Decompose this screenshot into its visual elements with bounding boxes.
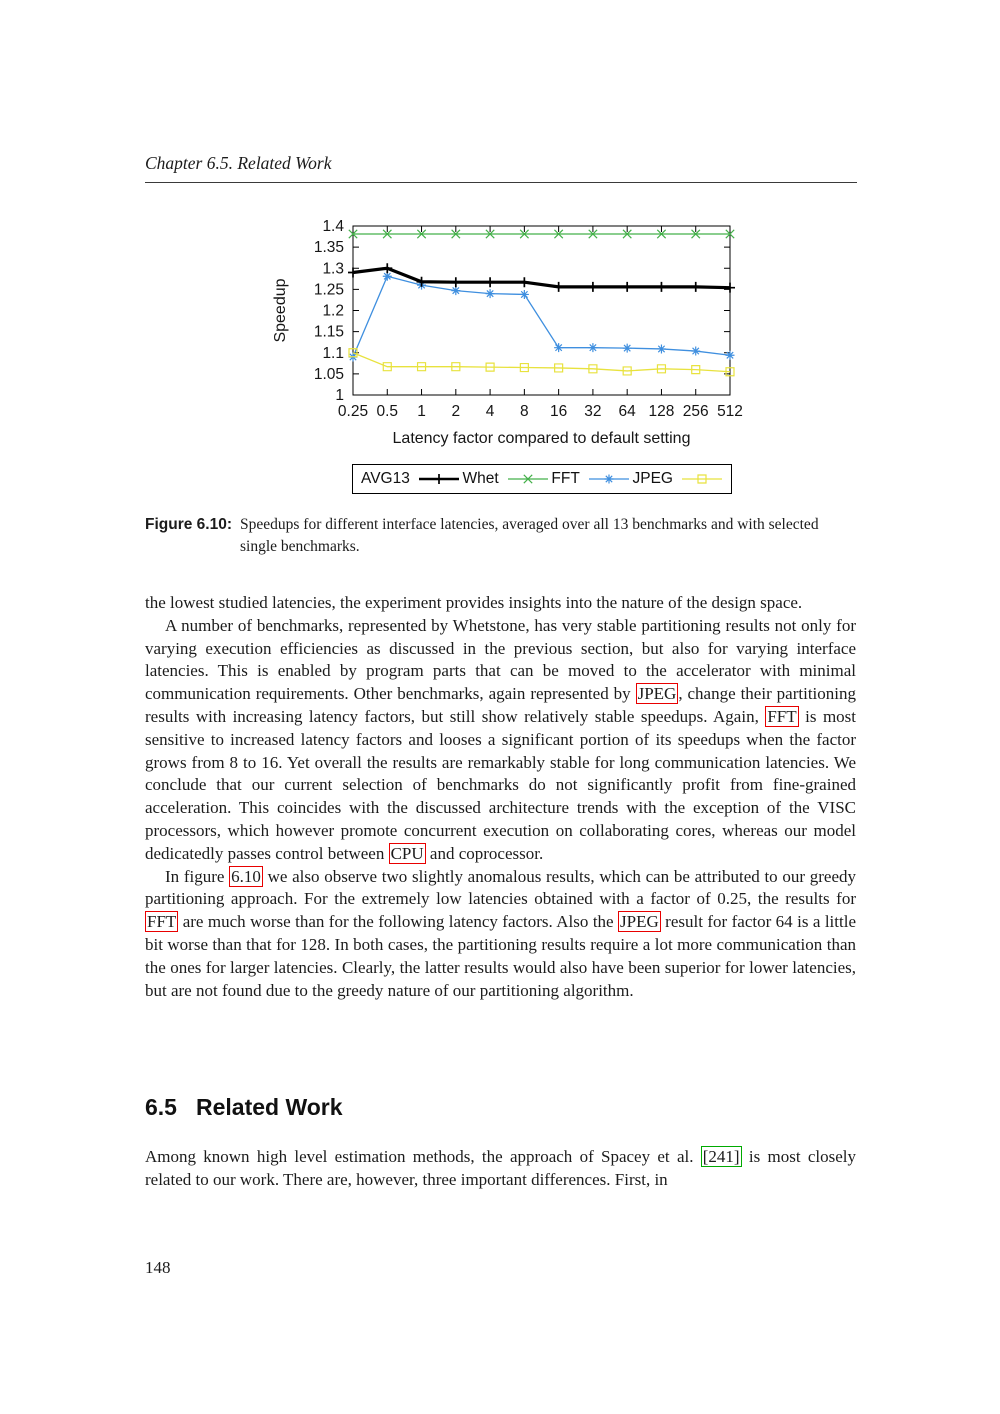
legend-label-whet: Whet	[462, 470, 499, 487]
figure-caption-text: Speedups for different interface latencies, averaged over all 13 benchmarks and with selected single benchmarks.	[240, 516, 819, 555]
x-tick-label: 0.25	[337, 403, 369, 420]
link-fft[interactable]: FFT	[767, 706, 797, 726]
text-run: are much worse than for the following latency factors. Also the	[178, 912, 619, 932]
text-run: A number of benchmarks, represented by Whetstone, has very stable partitioning results not only for varying execution efficiencies as discussed in the previous section, but also for varying interface latencies. This is enabled by program parts that can be moved to the accelerator with minimal communication requirements. Other benchmarks, again represented by	[145, 615, 856, 704]
y-axis	[314, 218, 730, 404]
text-run: the lowest studied latencies, the experiment provides insights into the nature of the design space.	[145, 593, 803, 612]
speedup-line-chart	[255, 212, 755, 454]
legend-label-fft: FFT	[551, 470, 580, 487]
legend-label-jpeg: JPEG	[632, 470, 673, 487]
figure-6-10	[255, 212, 755, 504]
series-jpeg-markers	[349, 349, 734, 376]
page-number: 148	[145, 1258, 171, 1277]
link-fft[interactable]: FFT	[147, 912, 177, 932]
section-title: Related Work	[195, 1094, 343, 1120]
text-run: we also observe two slightly anomalous results, which can be attributed to our greedy partitioning approach. For the extremely low latencies obtained with a factor of 0.25, the results for	[145, 866, 856, 909]
y-tick-label: 1.3	[322, 260, 344, 278]
link-6.10[interactable]: 6.10	[231, 866, 261, 886]
x-tick-label: 256	[682, 403, 709, 420]
body-paragraph-2	[145, 615, 856, 866]
x-tick-label: 4	[485, 403, 495, 420]
text-run: and coprocessor.	[425, 843, 544, 863]
legend-sample-whet	[507, 471, 549, 487]
series-avg13	[348, 263, 735, 292]
text-run: , change their partitioning results with increasing latency factors, but still show relatively stable speedups. Again,	[145, 684, 856, 726]
x-tick-label: 16	[550, 403, 568, 420]
x-axis-title: Latency factor compared to default setting	[392, 430, 691, 447]
legend-sample-avg13	[418, 471, 460, 487]
x-tick-label: 512	[717, 403, 743, 420]
legend-entry-fft	[551, 470, 629, 488]
y-axis-title: Speedup	[272, 278, 289, 343]
link-jpeg[interactable]: JPEG	[637, 684, 677, 704]
text-run: is most closely related to our work. There are, however, three important differences. First, in	[145, 1147, 856, 1189]
section-heading	[145, 1094, 343, 1121]
series-whet	[349, 230, 734, 238]
y-tick-label: 1	[335, 387, 344, 404]
x-tick-label: 0.5	[376, 403, 399, 420]
legend-sample-jpeg	[681, 471, 723, 487]
y-tick-label: 1.25	[313, 281, 344, 299]
related-work-text	[145, 1146, 856, 1192]
link-241[interactable]: [241]	[702, 1147, 740, 1166]
legend-label-avg13: AVG13	[361, 470, 410, 487]
body-text	[145, 592, 856, 1002]
y-tick-label: 1.4	[322, 218, 344, 235]
text-run: Among known high level estimation methods, the approach of Spacey et al.	[145, 1147, 701, 1166]
text-run: is most sensitive to increased latency factors and looses a significant portion of its speedups when the factor grows from 8 to 16. Yet overall the results are remarkably stable for long communication latencies. We conclude that our current selection of benchmarks do not significantly profit from fine-grained acceleration. This coincides with the discussed architecture trends with the exception of the VISC processors, which however promote concurrent execution on collaborating cores, whereas our model dedicatedly passes control between	[145, 706, 857, 863]
body-paragraph-3	[145, 866, 856, 1003]
related-paragraph-1	[145, 1146, 856, 1192]
series-avg13-line	[353, 268, 730, 287]
series-jpeg-line	[353, 353, 730, 372]
legend-entry-avg13	[361, 470, 460, 488]
section-number: 6.5	[145, 1094, 177, 1120]
x-tick-label: 1	[417, 403, 426, 420]
link-cpu[interactable]: CPU	[390, 843, 424, 863]
body-paragraph-1	[145, 592, 856, 615]
link-jpeg[interactable]: JPEG	[620, 912, 659, 932]
x-tick-label: 128	[648, 403, 675, 420]
series-jpeg	[349, 349, 734, 376]
y-tick-label: 1.2	[322, 302, 344, 320]
chart-legend	[352, 464, 732, 494]
running-header	[145, 153, 857, 183]
text-run: result for factor 64 is a little bit worse than that for 128. In both cases, the partitioning results require a lot more communication than the ones for larger latencies. Clearly, the latter results would also have been superior for lower latencies, but are not found due to the greedy nature of our partitioning algorithm.	[145, 912, 856, 1000]
x-axis	[338, 226, 743, 420]
y-tick-label: 1.35	[313, 239, 344, 257]
figure-caption	[145, 514, 859, 558]
y-tick-label: 1.1	[322, 344, 344, 362]
x-tick-label: 8	[520, 403, 529, 420]
y-tick-label: 1.15	[313, 323, 344, 341]
legend-sample-fft	[588, 471, 630, 487]
text-run: In figure	[165, 866, 230, 886]
figure-caption-label: Figure 6.10:	[145, 516, 232, 533]
x-tick-label: 64	[618, 403, 636, 420]
running-header-text: Chapter 6.5. Related Work	[145, 153, 332, 173]
legend-entry-whet	[463, 470, 549, 488]
x-tick-label: 32	[584, 403, 602, 420]
x-tick-label: 2	[451, 403, 461, 420]
legend-entry-jpeg	[632, 470, 722, 488]
y-tick-label: 1.05	[313, 365, 344, 383]
